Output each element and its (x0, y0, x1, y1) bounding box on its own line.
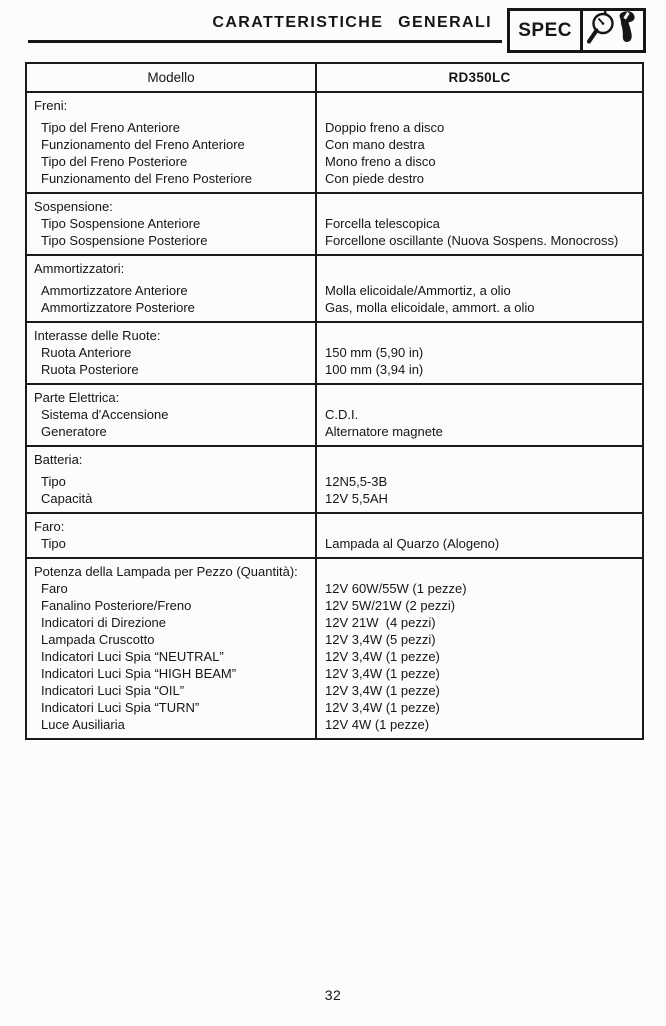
spec-table (25, 62, 644, 740)
section-labels (27, 447, 317, 512)
section-potenza-lampada (27, 559, 642, 738)
section-heading: Faro: (34, 519, 65, 534)
spec-row-label: Tipo del Freno Posteriore (41, 154, 188, 169)
section-values (317, 93, 642, 192)
spec-row-label: Fanalino Posteriore/Freno (41, 598, 192, 613)
page-title: CARATTERISTICHE GENERALI (212, 14, 492, 31)
spec-row-value: 12V 3,4W (1 pezze) (325, 649, 440, 664)
spacer (325, 518, 639, 535)
section-labels (27, 194, 317, 254)
spec-row-value: 150 mm (5,90 in) (325, 345, 424, 360)
spec-row-value: 12V 4W (1 pezze) (325, 717, 430, 732)
section-values (317, 323, 642, 383)
page-number: 32 (324, 987, 342, 1003)
spec-row-value: Con mano destra (325, 137, 425, 152)
spec-row-label: Funzionamento del Freno Anteriore (41, 137, 245, 152)
spec-row-value: 100 mm (3,94 in) (325, 362, 424, 377)
section-labels (27, 559, 317, 738)
dial-gauge-wrench-icon (586, 10, 640, 51)
spec-label: SPEC (510, 11, 583, 50)
section-values (317, 559, 642, 738)
spec-row-value: Doppio freno a disco (325, 120, 445, 135)
spec-row-label: Indicatori Luci Spia “HIGH BEAM” (41, 666, 237, 681)
spec-row-value: Molla elicoidale/Ammortiz, a olio (325, 283, 511, 298)
title-underline-block (28, 14, 502, 43)
spec-row-label: Ammortizzatore Posteriore (41, 300, 195, 315)
spec-row-value: Con piede destro (325, 171, 425, 186)
section-heading: Freni: (34, 98, 68, 113)
section-values (317, 194, 642, 254)
spec-row-value: Mono freno a disco (325, 154, 436, 169)
section-labels (27, 256, 317, 321)
section-values (317, 256, 642, 321)
spec-row-label: Tipo Sospensione Anteriore (41, 216, 201, 231)
spec-tab-box (507, 8, 646, 53)
spec-row-label: Capacità (41, 491, 93, 506)
spacer (325, 451, 639, 473)
spec-row-value: Gas, molla elicoidale, ammort. a olio (325, 300, 535, 315)
section-parte-elettrica (27, 385, 642, 447)
spec-row-value: C.D.I. (325, 407, 359, 422)
section-heading: Parte Elettrica: (34, 390, 120, 405)
spec-row-label: Tipo Sospensione Posteriore (41, 233, 208, 248)
table-header-model: Modello (27, 64, 317, 91)
section-heading: Potenza della Lampada per Pezzo (Quantità): (34, 564, 298, 579)
spec-row-label: Indicatori Luci Spia “TURN” (41, 700, 200, 715)
section-labels (27, 323, 317, 383)
spacer (325, 389, 639, 406)
spec-row-value: Forcella telescopica (325, 216, 440, 231)
table-header-row (27, 64, 642, 93)
spacer (325, 260, 639, 282)
spec-row-value: 12V 5W/21W (2 pezzi) (325, 598, 456, 613)
spec-row-value: Alternatore magnete (325, 424, 443, 439)
spec-row-label: Sistema d'Accensione (41, 407, 169, 422)
section-faro (27, 514, 642, 559)
spec-row-label: Ruota Anteriore (41, 345, 132, 360)
spec-row-label: Ammortizzatore Anteriore (41, 283, 188, 298)
section-values (317, 447, 642, 512)
section-sospensione (27, 194, 642, 256)
spec-row-value: Lampada al Quarzo (Alogeno) (325, 536, 500, 551)
spec-row-value: Forcellone oscillante (Nuova Sospens. Monocross) (325, 233, 619, 248)
spec-icon-cell (583, 11, 643, 50)
spec-row-label: Indicatori Luci Spia “NEUTRAL” (41, 649, 224, 664)
section-heading: Ammortizzatori: (34, 261, 125, 276)
spacer (325, 563, 639, 580)
section-interasse (27, 323, 642, 385)
spacer (325, 327, 639, 344)
spec-row-label: Generatore (41, 424, 107, 439)
spec-row-label: Tipo (41, 474, 66, 489)
spec-row-label: Indicatori Luci Spia “OIL” (41, 683, 185, 698)
spec-row-label: Luce Ausiliaria (41, 717, 125, 732)
spec-row-value: 12V 3,4W (5 pezzi) (325, 632, 436, 647)
spacer (325, 97, 639, 119)
spec-row-value: 12V 3,4W (1 pezze) (325, 683, 440, 698)
section-ammortizzatori (27, 256, 642, 323)
spec-row-value: 12V 3,4W (1 pezze) (325, 700, 440, 715)
section-labels (27, 385, 317, 445)
section-labels (27, 514, 317, 557)
spec-row-value: 12V 60W/55W (1 pezze) (325, 581, 467, 596)
section-heading: Batteria: (34, 452, 83, 467)
spec-row-label: Faro (41, 581, 68, 596)
spec-row-value: 12V 3,4W (1 pezze) (325, 666, 440, 681)
section-freni (27, 93, 642, 194)
spec-row-value: 12V 21W (4 pezzi) (325, 615, 436, 630)
spec-row-label: Indicatori di Direzione (41, 615, 167, 630)
section-values (317, 514, 642, 557)
spacer (325, 198, 639, 215)
spec-row-value: 12N5,5-3B (325, 474, 388, 489)
spec-row-label: Lampada Cruscotto (41, 632, 155, 647)
section-labels (27, 93, 317, 192)
section-values (317, 385, 642, 445)
spec-row-label: Funzionamento del Freno Posteriore (41, 171, 253, 186)
spec-row-label: Ruota Posteriore (41, 362, 139, 377)
spec-row-label: Tipo (41, 536, 66, 551)
spec-row-label: Tipo del Freno Anteriore (41, 120, 180, 135)
spec-row-value: 12V 5,5AH (325, 491, 388, 506)
table-header-value: RD350LC (448, 70, 511, 85)
section-heading: Sospensione: (34, 199, 113, 214)
section-heading: Interasse delle Ruote: (34, 328, 161, 343)
section-batteria (27, 447, 642, 514)
